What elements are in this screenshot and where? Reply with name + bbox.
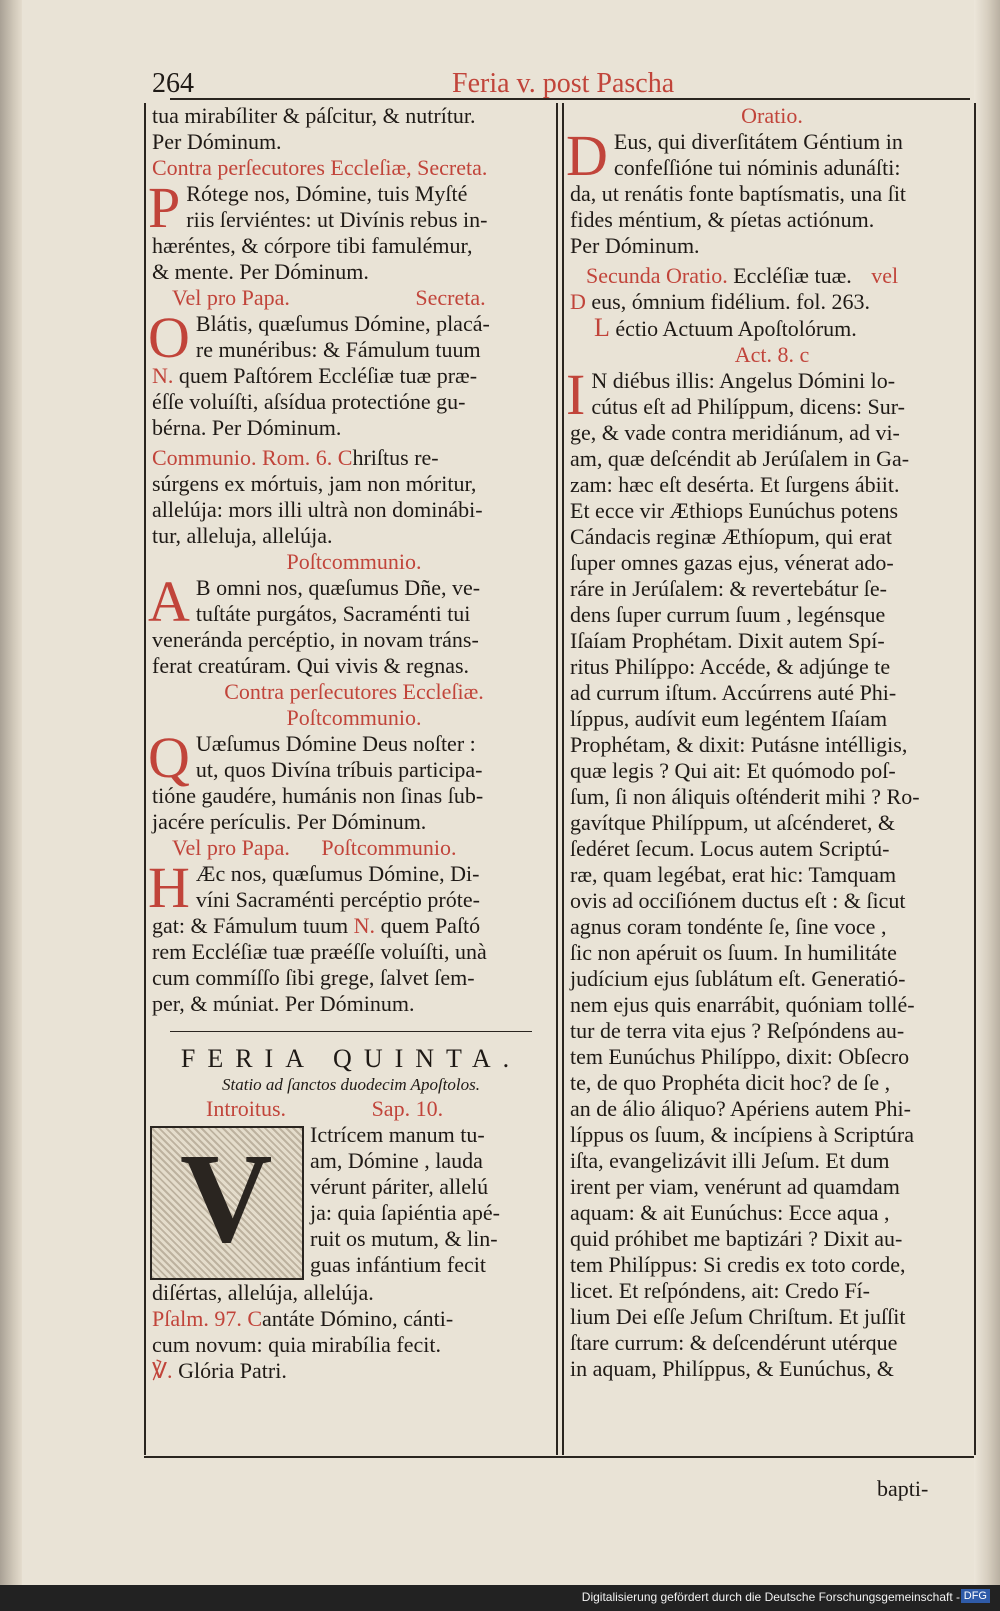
digitization-footer xyxy=(0,1585,1000,1611)
text-span: quem Paſtó xyxy=(375,913,481,938)
rubric-part: Vel pro Papa. xyxy=(172,285,290,310)
text-line: tióne gaudére, humánis non ſinas ſub- xyxy=(152,783,484,808)
text-line: fides méntium, & píetas actiónum. xyxy=(570,207,875,232)
text-line: tur, alleluja, allelúja. xyxy=(152,523,333,548)
initial-letter: A xyxy=(148,569,190,634)
initial-letter: Q xyxy=(148,725,190,790)
top-rule xyxy=(170,98,970,100)
text-line: Cándacis reginæ Æthíopum, qui erat xyxy=(570,524,892,549)
text-line: Blátis, quæſumus Dómine, placá- xyxy=(195,311,490,336)
text-line: veneránda percéptio, in novam tráns- xyxy=(152,627,479,652)
paragraph-secreta xyxy=(146,175,556,285)
text-line: ræ, quam legébat, erat hic: Tamquam xyxy=(570,862,897,887)
text-line: da, ut renátis fonte baptísmatis, una ſit xyxy=(570,181,907,206)
page-number: 264 xyxy=(152,68,194,99)
text-line: confeſſióne tui nóminis adunáſti: xyxy=(613,155,901,180)
text-span: hriſtus re- xyxy=(352,445,439,470)
text-line: iſta, evangelizávit illi Jeſum. Et dum xyxy=(570,1148,890,1173)
text-line: lium Dei eſſe Jeſum Chriſtum. Et juſſit xyxy=(570,1304,906,1329)
initial-letter: I xyxy=(566,362,586,427)
rubric-part: Secreta. xyxy=(415,285,486,310)
text-line: bérna. Per Dóminum. xyxy=(152,415,342,440)
initial-letter: O xyxy=(148,305,190,370)
rubric-heading xyxy=(146,285,556,311)
paragraph-postcommunio-papa xyxy=(146,855,556,1017)
rubric-heading xyxy=(146,1096,556,1122)
text-span: quem Paſtórem Eccléſiæ tuæ præ- xyxy=(173,363,478,388)
text-line: guas infántium fecit xyxy=(310,1252,486,1277)
rubric-heading: Oratio. xyxy=(741,103,803,128)
versicle-symbol: ℣. xyxy=(152,1358,173,1383)
initial-letter: D xyxy=(566,123,608,188)
text-line: tuſtáte purgátos, Sacraménti tui xyxy=(195,601,471,626)
name-placeholder: N. xyxy=(152,363,174,388)
rubric-heading: Secunda Oratio. xyxy=(586,263,728,288)
psalm-line xyxy=(146,1306,556,1332)
text-line: Iſaíam Prophétam. Dixit autem Spí- xyxy=(570,628,885,653)
catchword: bapti- xyxy=(877,1476,929,1501)
text-line: ruit os mutum, & lin- xyxy=(310,1226,498,1251)
initial-letter: P xyxy=(148,175,181,240)
text-line: tur de terra vita ejus ? Reſpóndens au- xyxy=(570,1018,905,1043)
text-line: diſértas, allelúja, allelúja. xyxy=(152,1280,374,1305)
text-line: ſic non apéruit os ſuum. In humilitáte xyxy=(570,940,897,965)
text-line: tem Eunúchus Philíppo, dixit: Obſecro xyxy=(570,1044,910,1069)
text-line: an de álio áliquo? Apériens autem Phi- xyxy=(570,1096,911,1121)
bottom-rule xyxy=(144,1456,974,1458)
rubric-heading: Contra perſecutores Eccleſiæ, Secreta. xyxy=(152,155,488,180)
page-edge-right xyxy=(974,0,1000,1611)
text-line: ad currum iſtum. Accúrrens auté Phi- xyxy=(570,680,897,705)
initial-letter: H xyxy=(148,855,190,920)
rubric-part: vel xyxy=(871,263,899,288)
rubric-heading: Act. 8. c xyxy=(734,342,810,367)
footer-text: Digitalisierung gefördert durch die Deutsche Forschungsgemeinschaft - xyxy=(581,1590,960,1604)
text-line: Ictrícem manum tu- xyxy=(310,1122,485,1147)
running-title: Feria v. post Pascha xyxy=(452,68,675,99)
text-line: te, de quo Prophéta dicit hoc? de ſe , xyxy=(570,1070,891,1095)
text-line: re munéribus: & Fámulum tuum xyxy=(195,337,481,362)
introit-paragraph xyxy=(146,1122,556,1306)
paragraph-postcommunio xyxy=(146,569,556,679)
lectio-heading xyxy=(564,315,974,342)
text-line: rem Eccléſiæ tuæ præéſſe voluíſti, unà xyxy=(152,939,487,964)
rubric-heading: Contra perſecutores Eccleſiæ. xyxy=(224,679,484,704)
text-line xyxy=(564,289,974,315)
woodcut-initial-letter: V xyxy=(180,1127,273,1269)
woodcut-initial xyxy=(150,1126,304,1280)
text-line: líppus, audívit eum legéntem Iſaíam xyxy=(570,706,888,731)
text-line: tem Philíppus: Si credis ex toto corde, xyxy=(570,1252,906,1277)
text-span: gat: & Fámulum tuum xyxy=(152,913,354,938)
rubric-part: Sap. 10. xyxy=(371,1096,444,1121)
text-line: riis ſerviéntes: ut Divínis rebus in- xyxy=(186,207,488,232)
text-line: vérunt páriter, allelú xyxy=(310,1174,489,1199)
text-line: ſuper omnes gazas ejus, vénerat ado- xyxy=(570,550,894,575)
page-header xyxy=(152,68,972,102)
text-line: ráre in Jerúſalem: & revertebátur ſe- xyxy=(570,576,888,601)
paragraph-postcommunio-2 xyxy=(146,725,556,835)
text-line: ritus Philíppo: Accéde, & adjúnge te xyxy=(570,654,891,679)
book-page xyxy=(22,0,974,1611)
text-line: aquam: & ait Eunúchus: Ecce aqua , xyxy=(570,1200,890,1225)
rubric-heading: Poſtcommunio. xyxy=(286,705,422,730)
rubric-part: Introitus. xyxy=(206,1096,287,1121)
text-line: dens ſuper currum ſuum , legénsque xyxy=(570,602,886,627)
statio-line: Statio ad ſanctos duodecim Apoſtolos. xyxy=(222,1075,480,1094)
text-line xyxy=(146,913,556,939)
text-line: zam: hæc eſt desérta. Et ſurgens ábiit. xyxy=(570,472,900,497)
versicle-line xyxy=(146,1358,556,1384)
text-span: Eccléſiæ tuæ. xyxy=(727,263,852,288)
text-line: agnus coram tondénte ſe, ſine voce , xyxy=(570,914,887,939)
rubric-heading: Communio. Rom. 6. C xyxy=(152,445,353,470)
name-placeholder: N. xyxy=(353,913,376,938)
text-line: Rótege nos, Dómine, tuis Myſté xyxy=(186,181,468,206)
text-line: am, quæ deſcéndit ab Jerúſalem in Ga- xyxy=(570,446,910,471)
initial-letter: L xyxy=(594,313,610,342)
section-rule xyxy=(170,1031,532,1032)
text-line: quæ legis ? Qui ait: Et quómodo poſ- xyxy=(570,758,896,783)
text-line: súrgens ex mórtuis, jam non móritur, xyxy=(152,471,477,496)
communio-line xyxy=(146,445,556,471)
text-line: Per Dóminum. xyxy=(570,233,700,258)
text-line: licet. Et reſpóndens, ait: Credo Fí- xyxy=(570,1278,870,1303)
text-span: antáte Dómino, cánti- xyxy=(262,1306,454,1331)
paragraph-oratio xyxy=(564,123,974,259)
text-line: Uæſumus Dómine Deus noſter : xyxy=(195,731,476,756)
text-line: jacére perículis. Per Dóminum. xyxy=(152,809,427,834)
text-span: eus, ómnium fidélium. fol. 263. xyxy=(585,289,871,314)
text-span: Glória Patri. xyxy=(178,1358,287,1383)
text-line: líppus os ſuum, & incípiens à Scriptúra xyxy=(570,1122,915,1147)
text-line: cum novum: quia mirabília fecit. xyxy=(152,1332,441,1357)
text-line: per, & múniat. Per Dóminum. xyxy=(152,991,415,1016)
rubric-heading xyxy=(146,835,556,861)
text-line: judícium ejus ſublátum eſt. Generatió- xyxy=(570,966,906,991)
text-line: nem ejus quis enarrábit, quóniam tollé- xyxy=(570,992,915,1017)
text-line: & mente. Per Dóminum. xyxy=(152,259,369,284)
text-line: ferat creatúram. Qui vivis & regnas. xyxy=(152,653,470,678)
text-line: ſum, ſi non áliquis oſténderit mihi ? Ro- xyxy=(570,784,920,809)
text-line: B omni nos, quæſumus Dñe, ve- xyxy=(195,575,481,600)
text-line: Eus, qui diverſitátem Géntium in xyxy=(613,129,903,154)
text-line: gavítque Philíppum, ut aſcénderet, & xyxy=(570,810,896,835)
text-span: éctio Actuum Apoſtolórum. xyxy=(609,316,857,341)
text-line: éſſe voluíſti, aſsídua protectióne gu- xyxy=(152,389,466,414)
text-line: allelúja: mors illi ultrà non dominábi- xyxy=(152,497,483,522)
text-line: ovis ad occiſiónem ductus eſt : & ſicut xyxy=(570,888,906,913)
text-line: quid próhibet me baptizári ? Dixit au- xyxy=(570,1226,903,1251)
text-line xyxy=(146,363,556,389)
text-line: ut, quos Divína tríbuis participa- xyxy=(195,757,483,782)
text-line: ſedéret ſecum. Locus autem Scriptú- xyxy=(570,836,890,861)
rubric-heading: Poſtcommunio. xyxy=(286,549,422,574)
left-column xyxy=(144,103,558,1455)
text-line: Æc nos, quæſumus Dómine, Di- xyxy=(195,861,480,886)
text-line: am, Dómine , lauda xyxy=(310,1148,483,1173)
text-line: cum commíſſo ſibi grege, ſalvet ſem- xyxy=(152,965,475,990)
text-line: ge, & vade contra meridiánum, ad vi- xyxy=(570,420,900,445)
section-title: FERIA QUINTA. xyxy=(180,1044,522,1073)
rubric-part: Vel pro Papa. xyxy=(172,835,290,860)
rubric-heading: Pſalm. 97. C xyxy=(152,1306,263,1331)
text-line: ja: quia ſapiéntia apé- xyxy=(310,1200,500,1225)
paragraph-lectio xyxy=(564,362,974,1382)
text-line: N diébus illis: Angelus Dómini lo- xyxy=(591,368,896,393)
text-line: irent per viam, venérunt ad quamdam xyxy=(570,1174,900,1199)
text-line: Prophétam, & dixit: Putásne intélligis, xyxy=(570,732,908,757)
rubric-part: Poſtcommunio. xyxy=(321,835,457,860)
text-line: ſtare currum: & deſcendérunt utérque xyxy=(570,1330,898,1355)
text-line: hæréntes, & córpore tibi famulémur, xyxy=(152,233,473,258)
text-line: Per Dóminum. xyxy=(152,129,282,154)
text-line: Et ecce vir Æthiops Eunúchus potens xyxy=(570,498,899,523)
right-column xyxy=(562,103,976,1455)
text-line: cútus eſt ad Philíppum, dicens: Sur- xyxy=(591,394,905,419)
secunda-oratio-line xyxy=(564,263,974,289)
text-line: in aquam, Philíppus, & Eunúchus, & xyxy=(570,1356,894,1381)
initial-letter: D xyxy=(570,289,586,314)
page-edge-left xyxy=(0,0,22,1611)
paragraph-secreta-papa xyxy=(146,305,556,441)
dfg-logo: DFG xyxy=(961,1589,990,1603)
text-line: víni Sacraménti percéptio próte- xyxy=(195,887,480,912)
text-line: tua mirabíliter & páſcitur, & nutrítur. xyxy=(152,103,476,128)
